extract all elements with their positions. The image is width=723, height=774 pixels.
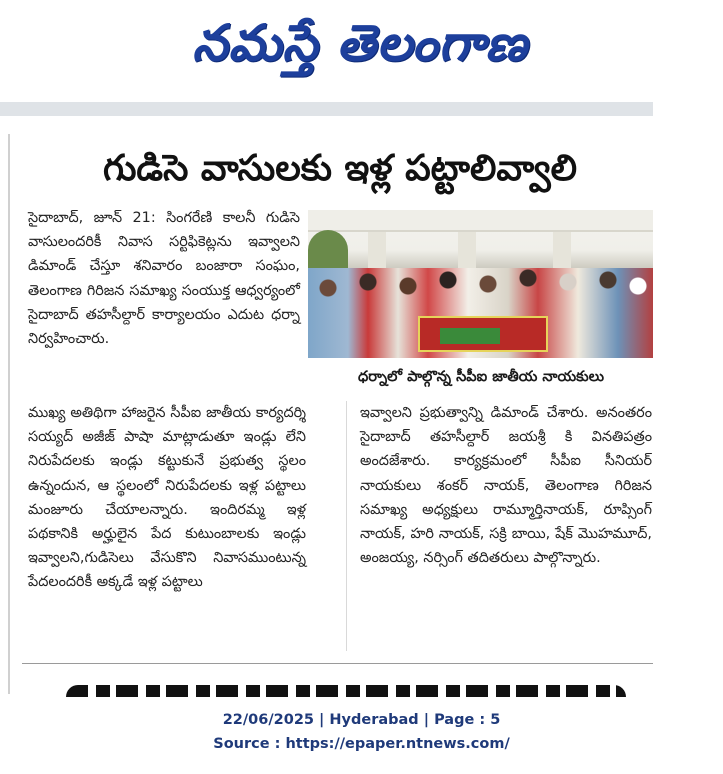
article-end-rule [22,663,653,664]
article-body-left: ముఖ్య అతిథిగా హాజరైన సీపీఐ జాతీయ కార్యదర్శి సయ్యద్ అజీజ్ పాషా మాట్లాడుతూ ఇండ్లు లేని నిరుపేదలకు ఇండ్లు కట్టుకునే ప్రభుత్వ స్థలం ఉన్నందున, ఆ స్థలంలో నిరుపేదలకు ఇళ్ల పట్టాలు మంజూరు చేయాలన్నారు. ఇందిరమ్మ ఇళ్ల పథకానికి అర్హులైన పేద కుటుంబాలకు ఇండ్లు ఇవ్వాలని,గుడిసెలు వేసుకొని నివాసముంటున్న పేదలందరికీ అక్కడే ఇళ్ల పట్టాలు [28,405,306,591]
masthead-rule [0,102,653,116]
photo-banner [418,316,548,352]
article-lead: సైదాబాద్, జూన్ 21: సింగరేణి కాలనీ గుడిసె వాసులందరికీ నివాస సర్టిఫికెట్లను ఇవ్వాలని డిమాండ్ చేస్తూ శనివారం బంజారా సంఘం, తెలంగాణ గిరిజన సమాఖ్య సంయుక్త ఆధ్వర్యంలో సైదాబాద్ తహసీల్దార్ కార్యాలయం ఎదుట ధర్నా నిర్వహించారు. [28,210,300,348]
masthead [0,0,723,102]
newspaper-logo: నమస్తే తెలంగాణ [192,14,528,72]
article-headline: గుడిసె వాసులకు ఇళ్ల పట్టాలివ్వాలి [102,148,578,189]
article-body-right: ఇవ్వాలని ప్రభుత్వాన్ని డిమాండ్ చేశారు. అనంతరం సైదాబాద్ తహసీల్దార్ జయశ్రీ కి వినతిపత్రం అందజేశారు. కార్యక్రమంలో సీపీఐ సీనియర్ నాయకులు శంకర్ నాయక్, తెలంగాణ గిరిజన సమాఖ్య అధ్యక్షులు రామ్మూర్తినాయక్, రూప్సింగ్ నాయక్, హరి నాయక్, సక్రి బాయి, షేక్ మొహమూద్, అంజయ్య, నర్సింగ్ తదితరులు పాల్గొన్నారు. [360,405,652,567]
page-footer [0,702,723,774]
photo-caption: ధర్నాలో పాల్గొన్న సీపీఐ జాతీయ నాయకులు [357,369,604,385]
column-divider [346,401,347,651]
footer-source: Source : https://epaper.ntnews.com/ [213,736,510,752]
next-article-headline-cropped [66,679,626,697]
footer-date-edition: 22/06/2025 | Hyderabad | Page : 5 [222,712,501,728]
article-photo [308,210,653,358]
photo-building-beam [308,210,653,232]
